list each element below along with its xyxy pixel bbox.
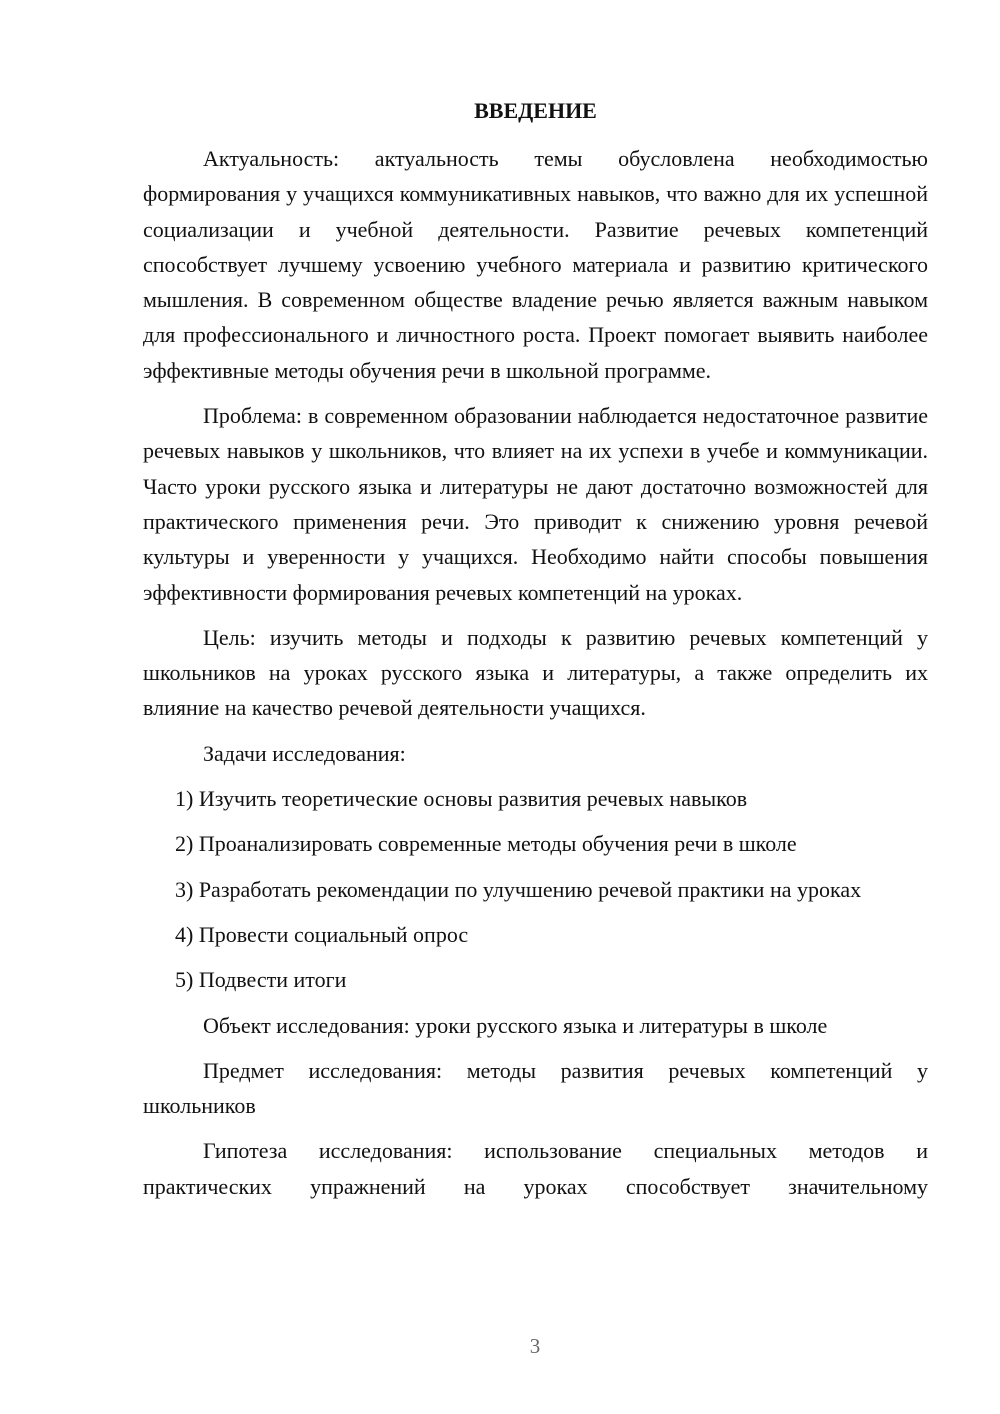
page-title: ВВЕДЕНИЕ xyxy=(474,98,597,123)
tasks-title: Задачи исследования: xyxy=(203,740,406,766)
list-item: 4) Провести социальный опрос xyxy=(175,921,469,947)
paragraph-object: Объект исследования: уроки русского языка и литературы в школе xyxy=(203,1012,828,1038)
list-item: 5) Подвести итоги xyxy=(175,967,347,993)
paragraph-goal: Цель: изучить методы и подходы к развитию речевых компетенций у школьников на уроках русского языка и литературы, а также определить их влияние на качество речевой деятельности учащихся. xyxy=(143,624,928,721)
list-item: 1) Изучить теоретические основы развития речевых навыков xyxy=(175,786,748,812)
paragraph-subject: Предмет исследования: методы развития речевых компетенций у школьников xyxy=(143,1057,928,1119)
paragraph-problem: Проблема: в современном образовании наблюдается недостаточное развитие речевых навыков у школьников, что влияет на их успехи в учебе и коммуникации. Часто уроки русского языка и литературы не дают достаточно возможностей для практического применения речи. Это приводит к снижению уровня речевой культуры и уверенности у учащихся. Необходимо найти способы повышения эффективности формирования речевых компетенций на уроках. xyxy=(143,403,928,605)
paragraph-relevance: Актуальность: актуальность темы обусловлена необходимостью формирования у учащихся коммуникативных навыков, что важно для их успешной социализации и учебной деятельности. Развитие речевых компетенций способствует лучшему усвоению учебного материала и развитию критического мышления. В современном обществе владение речью является важным навыком для профессионального и личностного роста. Проект помогает выявить наиболее эффективные методы обучения речи в школьной программе. xyxy=(143,146,928,383)
list-item: 3) Разработать рекомендации по улучшению речевой практики на уроках xyxy=(175,876,862,902)
page-number: 3 xyxy=(529,1334,541,1358)
document-body xyxy=(143,141,928,1214)
list-item: 2) Проанализировать современные методы обучения речи в школе xyxy=(175,831,797,857)
paragraph-hypothesis: Гипотеза исследования: использование специальных методов и практических упражнений на уроках способствует значительному xyxy=(143,1138,928,1199)
